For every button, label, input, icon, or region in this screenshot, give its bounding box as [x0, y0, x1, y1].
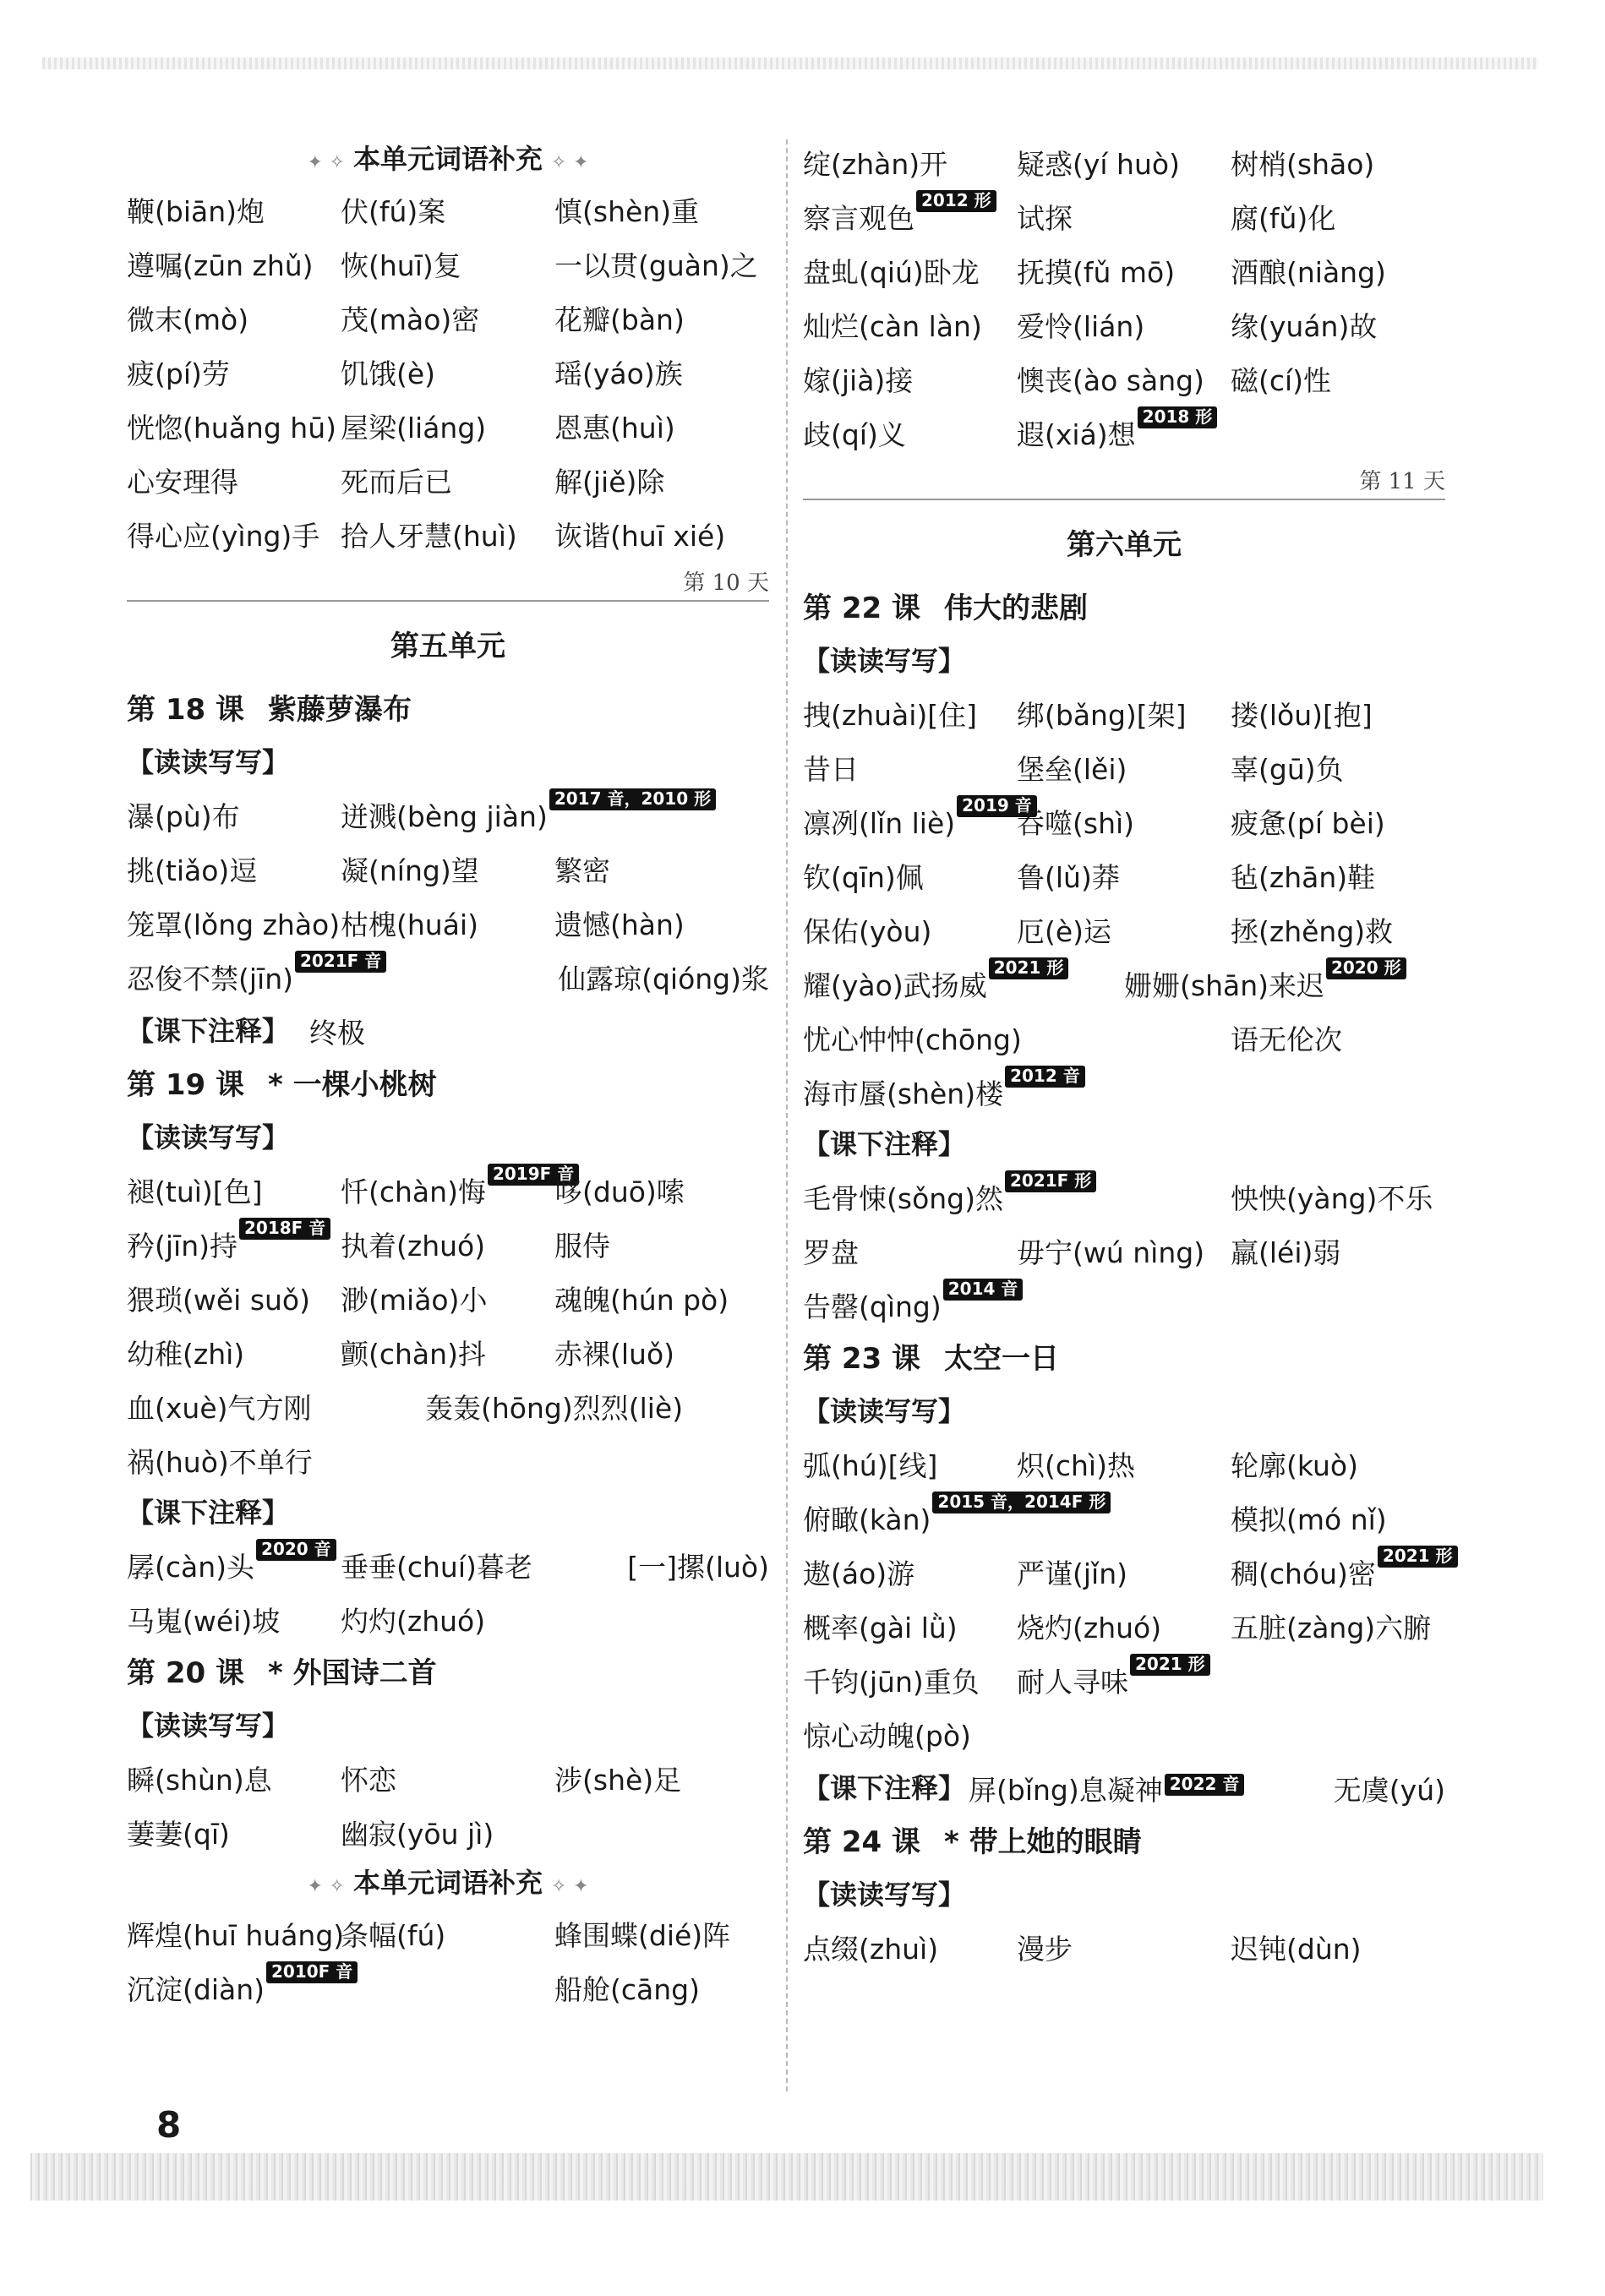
word: 花瓣(bàn)	[554, 303, 685, 336]
tag-read-write: 【读读写写】	[127, 1121, 290, 1153]
word: 耐人寻味2021 形	[1017, 1661, 1444, 1700]
word: 严谨(jǐn)	[1017, 1557, 1128, 1590]
word-row	[803, 297, 1445, 352]
word: 腐(fǔ)化	[1231, 201, 1336, 235]
word-row	[127, 345, 769, 399]
word-row	[803, 1011, 1445, 1065]
word: 盘虬(qiú)卧龙	[803, 255, 980, 289]
lesson-heading: 第 22 课 伟大的悲剧	[803, 592, 1088, 625]
word: 千钧(jūn)重负	[803, 1665, 980, 1699]
day-marker: 第 10 天	[127, 561, 769, 602]
word: 微末(mò)	[127, 303, 249, 336]
word: 蜂围蝶(dié)阵	[554, 1918, 731, 1952]
unit-heading: 第六单元	[1067, 528, 1182, 562]
word: 遵嘱(zūn zhǔ)	[127, 248, 314, 282]
word: 涉(shè)足	[554, 1763, 682, 1797]
word-row	[803, 135, 1445, 189]
lesson-heading: 第 20 课 * 外国诗二首	[127, 1656, 437, 1690]
word: 瑶(yáo)族	[554, 357, 683, 390]
word: 解(jiě)除	[554, 465, 665, 499]
word: 搂(lǒu)[抱]	[1231, 698, 1373, 732]
word: 弧(hú)[线]	[803, 1448, 938, 1482]
word: 歧(qí)义	[803, 417, 906, 451]
exam-badge: 2021F 音	[295, 951, 386, 973]
word-row	[803, 1707, 1445, 1761]
word: 祸(huò)不单行	[127, 1445, 313, 1479]
word: 烧灼(zhuó)	[1017, 1611, 1162, 1644]
word: 条幅(fú)	[341, 1918, 446, 1952]
word-row	[803, 1545, 1453, 1599]
word: 点缀(zhuì)	[803, 1932, 939, 1966]
word-row	[803, 1224, 1445, 1278]
word-row	[803, 686, 1445, 740]
word: 忏(chàn)悔2019F 音	[341, 1170, 554, 1210]
word: 海市蜃(shèn)楼2012 音	[803, 1072, 1445, 1112]
word: 缘(yuán)故	[1231, 309, 1378, 343]
word-row	[803, 1437, 1445, 1491]
word: 罗盘	[803, 1235, 859, 1269]
word: 死而后已	[341, 465, 452, 499]
tag-read-write: 【读读写写】	[127, 1710, 290, 1742]
word: 漫步	[1017, 1932, 1073, 1966]
lesson-heading: 第 24 课 * 带上她的眼睛	[803, 1825, 1142, 1859]
word: 褪(tuì)[色]	[127, 1175, 263, 1208]
word: 无虞(yú)	[1333, 1773, 1445, 1807]
word: 瀑(pù)布	[127, 799, 240, 833]
word: 怏怏(yàng)不乐	[1231, 1181, 1433, 1215]
word-row	[803, 352, 1445, 406]
word: 酒酿(niàng)	[1231, 255, 1386, 289]
word: 爱怜(lián)	[1017, 309, 1145, 343]
word: 抚摸(fǔ mō)	[1017, 255, 1176, 289]
word: 马嵬(wéi)坡	[127, 1604, 281, 1638]
word: 厄(è)运	[1017, 914, 1112, 948]
word: 语无伦次	[1231, 1023, 1342, 1056]
word: 伏(fú)案	[341, 194, 446, 228]
word-row	[803, 1920, 1445, 1974]
tag-read-write: 【读读写写】	[803, 1879, 966, 1911]
exam-badge: 2021F 形	[1005, 1170, 1096, 1192]
tag-notes: 【课下注释】	[803, 1128, 966, 1160]
word: 猥琐(wěi suǒ)	[127, 1283, 310, 1317]
exam-badge: 2020 形	[1326, 957, 1406, 979]
word: [一]摞(luò)	[627, 1550, 769, 1584]
word: 轰轰(hōng)烈烈(liè)	[425, 1391, 684, 1425]
word: 轮廓(kuò)	[1231, 1448, 1358, 1482]
word: 保佑(yòu)	[803, 914, 932, 948]
unit-heading: 第五单元	[390, 630, 505, 663]
right-column	[803, 135, 1453, 1974]
word: 遨(áo)游	[803, 1557, 915, 1590]
word: 吞噬(shì)	[1017, 806, 1135, 840]
word-row	[803, 1278, 1445, 1332]
word-row	[803, 794, 1445, 848]
word: 试探	[1017, 201, 1073, 235]
word: 拯(zhěng)救	[1231, 914, 1394, 948]
word: 灿烂(càn làn)	[803, 309, 982, 343]
word: 恩惠(huì)	[554, 411, 675, 444]
exam-badge: 2019 音	[957, 795, 1037, 817]
word: 察言观色2012 形	[803, 197, 1017, 237]
word: 萋萋(qī)	[127, 1817, 230, 1851]
word: 俯瞰(kàn)2015 音，2014F 形	[803, 1498, 1231, 1538]
word: 疑惑(yí huò)	[1017, 147, 1180, 181]
word: 灼灼(zhuó)	[341, 1604, 486, 1638]
word-row	[127, 1379, 769, 1433]
word-row	[127, 1906, 769, 1961]
word-row	[127, 1163, 769, 1217]
word: 赤裸(luǒ)	[554, 1337, 675, 1371]
word: 幼稚(zhì)	[127, 1337, 245, 1371]
word-row	[127, 453, 769, 507]
exam-badge: 2018F 音	[239, 1218, 330, 1240]
word: 稠(chóu)密2021 形	[1231, 1552, 1444, 1592]
word-row	[127, 237, 769, 291]
word-row	[803, 848, 1445, 903]
word: 垂垂(chuí)暮老	[341, 1550, 532, 1584]
word: 概率(gài lǜ)	[803, 1611, 958, 1644]
word-row	[803, 1599, 1445, 1653]
word: 屏(bǐng)息凝神	[969, 1773, 1163, 1807]
scan-edge-bottom	[30, 2153, 1543, 2201]
word-row	[127, 1805, 769, 1859]
word: 服侍	[554, 1229, 610, 1263]
word-row	[803, 1491, 1445, 1545]
word: 羸(léi)弱	[1231, 1235, 1341, 1269]
word: 恢(huī)复	[341, 248, 461, 282]
word: 慎(shèn)重	[554, 194, 700, 228]
word: 惊心动魄(pò)	[803, 1719, 971, 1753]
word: 颤(chàn)抖	[341, 1337, 486, 1371]
word: 沉淀(diàn)2010F 音	[127, 1968, 554, 2008]
word: 瞬(shùn)息	[127, 1763, 272, 1797]
word-row	[803, 903, 1445, 957]
word: 五脏(zàng)六腑	[1231, 1611, 1432, 1644]
word-row	[127, 896, 769, 950]
exam-badge: 2012 音	[1005, 1066, 1085, 1088]
word-row	[803, 957, 1445, 1011]
section-title-supplement: ✦ ✧ 本单元词语补充 ✧ ✦	[127, 1859, 769, 1906]
exam-badge: 2018 形	[1138, 406, 1218, 428]
word-row	[127, 950, 769, 1004]
word: 哆(duō)嗦	[554, 1175, 685, 1208]
word-row	[127, 1538, 769, 1592]
section-title-supplement: ✦ ✧ 本单元词语补充 ✧ ✦	[127, 135, 769, 183]
word: 耀(yào)武扬威2021 形	[803, 964, 1124, 1004]
word: 得心应(yìng)手	[127, 519, 320, 553]
lesson-heading: 第 23 课 太空一日	[803, 1342, 1059, 1376]
ornament-icon: ✦ ✧	[307, 1876, 345, 1897]
word: 树梢(shāo)	[1231, 147, 1375, 181]
word: 堡垒(lěi)	[1017, 752, 1127, 786]
word: 辜(gū)负	[1231, 752, 1344, 786]
word: 姗姗(shān)来迟2020 形	[1124, 964, 1445, 1004]
tag-read-write: 【读读写写】	[127, 746, 290, 778]
word: 魂魄(hún pò)	[554, 1283, 729, 1317]
word: 疲惫(pí bèi)	[1231, 806, 1385, 840]
word: 饥饿(è)	[341, 357, 436, 390]
word: 忧心忡忡(chōng)	[803, 1023, 1022, 1056]
word: 血(xuè)气方刚	[127, 1391, 312, 1425]
word-row	[803, 1170, 1445, 1224]
ornament-icon: ✧ ✦	[551, 1876, 589, 1897]
word-row	[803, 406, 1445, 460]
word-row	[127, 1961, 769, 2015]
word: 茂(mào)密	[341, 303, 480, 336]
word: 嫁(jià)接	[803, 363, 914, 397]
word: 渺(miǎo)小	[341, 1283, 488, 1317]
word: 遐(xiá)想2018 形	[1017, 413, 1444, 453]
word-row	[127, 183, 769, 237]
word: 绽(zhàn)开	[803, 147, 948, 181]
tag-read-write: 【读读写写】	[803, 1395, 966, 1427]
word-row	[127, 399, 769, 453]
word: 告罄(qìng)2014 音	[803, 1285, 1445, 1325]
word: 忍俊不禁(jīn)2021F 音	[127, 957, 554, 997]
word-row	[127, 1592, 769, 1646]
page-number: 8	[156, 2104, 182, 2146]
word: 钦(qīn)佩	[803, 860, 924, 894]
word-row	[127, 788, 769, 842]
word-row	[127, 1217, 769, 1271]
exam-badge: 2012 形	[916, 190, 996, 212]
word: 迸溅(bèng jiàn)2017 音，2010 形	[341, 795, 768, 835]
word-row	[803, 1653, 1445, 1707]
word-row	[803, 189, 1445, 243]
word: 凛冽(lǐn liè)2019 音	[803, 802, 1017, 842]
exam-badge: 2021 形	[1378, 1546, 1458, 1568]
word-row	[127, 291, 769, 345]
word: 毡(zhān)鞋	[1231, 860, 1376, 894]
word-row	[803, 243, 1445, 297]
word: 心安理得	[127, 465, 238, 499]
exam-badge: 2014 音	[943, 1279, 1024, 1301]
exam-badge: 2021 形	[989, 957, 1069, 979]
word: 毛骨悚(sǒng)然2021F 形	[803, 1177, 1231, 1217]
word: 枯槐(huái)	[341, 908, 478, 941]
left-column	[127, 135, 769, 2015]
exam-badge: 2019F 音	[488, 1164, 579, 1186]
word-row	[127, 1751, 769, 1805]
word: 仙露琼(qióng)浆	[558, 962, 769, 995]
word-row	[127, 1433, 769, 1487]
word: 懊丧(ào sàng)	[1017, 363, 1204, 397]
note-row: 【课下注释】 终极	[127, 1004, 769, 1058]
word: 终极	[309, 1016, 366, 1050]
word: 疲(pí)劳	[127, 357, 230, 390]
word: 模拟(mó nǐ)	[1231, 1502, 1387, 1536]
word: 笼罩(lǒng zhào)	[127, 908, 341, 941]
word: 一以贯(guàn)之	[554, 248, 758, 282]
word: 屋梁(liáng)	[341, 411, 487, 444]
word: 拾人牙慧(huì)	[341, 519, 517, 553]
lesson-heading: 第 18 课 紫藤萝瀑布	[127, 693, 412, 727]
exam-badge: 2022 音	[1165, 1774, 1245, 1796]
exam-badge: 2020 音	[256, 1539, 336, 1561]
word: 挑(tiǎo)逗	[127, 854, 258, 887]
column-divider	[786, 139, 788, 2091]
word-row	[803, 1065, 1445, 1119]
word: 鲁(lǔ)莽	[1017, 860, 1120, 894]
word: 辉煌(huī huáng)	[127, 1918, 345, 1952]
word: 遗憾(hàn)	[554, 908, 685, 941]
day-marker: 第 11 天	[803, 460, 1445, 500]
word: 矜(jīn)持2018F 音	[127, 1224, 341, 1264]
word-row	[803, 740, 1445, 794]
word: 昔日	[803, 752, 859, 786]
word: 船舱(cāng)	[554, 1972, 700, 2006]
exam-badge: 2015 音，2014F 形	[932, 1492, 1111, 1513]
word: 繁密	[554, 854, 610, 887]
word: 孱(càn)头2020 音	[127, 1546, 341, 1585]
exam-badge: 2017 音，2010 形	[549, 788, 716, 810]
word: 怀恋	[341, 1763, 396, 1797]
word: 诙谐(huī xié)	[554, 519, 726, 553]
word: 幽寂(yōu jì)	[341, 1817, 494, 1851]
tag-read-write: 【读读写写】	[803, 645, 966, 677]
scan-edge-top	[42, 57, 1538, 69]
exam-badge: 2010F 音	[266, 1961, 358, 1983]
word: 炽(chì)热	[1017, 1448, 1135, 1482]
word: 磁(cí)性	[1231, 363, 1332, 397]
word: 绑(bǎng)[架]	[1017, 698, 1187, 732]
word: 毋宁(wú nìng)	[1017, 1235, 1205, 1269]
word: 迟钝(dùn)	[1231, 1932, 1362, 1966]
word-row	[127, 1325, 769, 1379]
note-row: 【课下注释】 屏(bǐng)息凝神 2022 音 无虞(yú)	[803, 1761, 1445, 1815]
tag-notes: 【课下注释】	[127, 1497, 290, 1529]
word: 恍惚(huǎng hū)	[127, 411, 336, 444]
word-row	[127, 842, 769, 896]
lesson-heading: 第 19 课 * 一棵小桃树	[127, 1068, 437, 1102]
word-row	[127, 507, 769, 561]
ornament-icon: ✧ ✦	[551, 152, 589, 173]
word: 拽(zhuài)[住]	[803, 698, 978, 732]
word: 鞭(biān)炮	[127, 194, 265, 228]
word-row	[127, 1271, 769, 1325]
word: 执着(zhuó)	[341, 1229, 486, 1263]
word: 凝(níng)望	[341, 854, 479, 887]
exam-badge: 2021 形	[1130, 1654, 1210, 1676]
ornament-icon: ✦ ✧	[307, 152, 345, 173]
